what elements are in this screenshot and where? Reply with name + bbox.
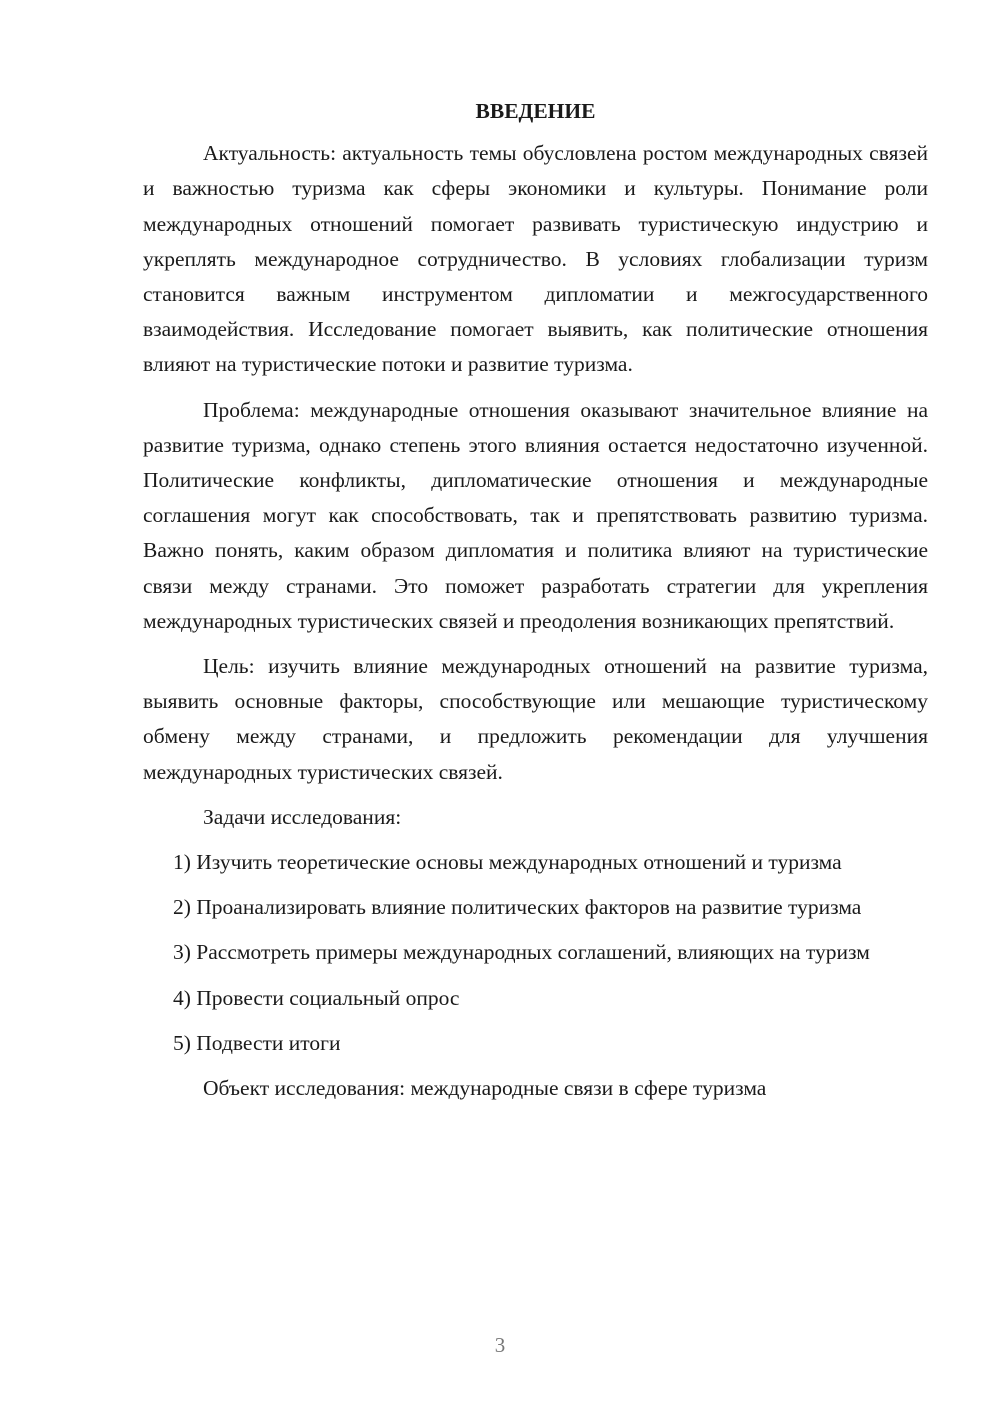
- research-object: Объект исследования: международные связи в сфере туризма: [203, 1076, 767, 1101]
- task-item-1: 1) Изучить теоретические основы международных отношений и туризма: [173, 850, 842, 875]
- task-item-4: 4) Провести социальный опрос: [173, 985, 460, 1010]
- section-title: ВВЕДЕНИЕ: [475, 99, 596, 123]
- task-item-2: 2) Проанализировать влияние политических факторов на развитие туризма: [173, 895, 862, 920]
- task-item-5: 5) Подвести итоги: [173, 1030, 341, 1055]
- page-content: [143, 94, 928, 1116]
- paragraph-goal: Цель: изучить влияние международных отношений на развитие туризма, выявить основные факторы, способствующие или мешающие туристическому обмену между странами, и предложить рекомендации для улучшения международных туристических связей.: [143, 654, 928, 784]
- paragraph-relevance: Актуальность: актуальность темы обусловлена ростом международных связей и важностью туризма как сферы экономики и культуры. Понимание роли международных отношений помогает развивать туристическую индустрию и укреплять международное сотрудничество. В условиях глобализации туризм становится важным инструментом дипломатии и межгосударственного взаимодействия. Исследование помогает выявить, как политические отношения влияют на туристические потоки и развитие туризма.: [143, 141, 928, 377]
- page-number: 3: [494, 1333, 506, 1357]
- paragraph-problem: Проблема: международные отношения оказывают значительное влияние на развитие туризма, однако степень этого влияния остается недостаточно изученной. Политические конфликты, дипломатические отношения и международные соглашения могут как способствовать, так и препятствовать развитию туризма. Важно понять, каким образом дипломатия и политика влияют на туристические связи между странами. Это поможет разработать стратегии для укрепления международных туристических связей и преодоления возникающих препятствий.: [143, 397, 928, 633]
- task-item-3: 3) Рассмотреть примеры международных соглашений, влияющих на туризм: [173, 940, 870, 965]
- tasks-heading: Задачи исследования:: [203, 804, 402, 829]
